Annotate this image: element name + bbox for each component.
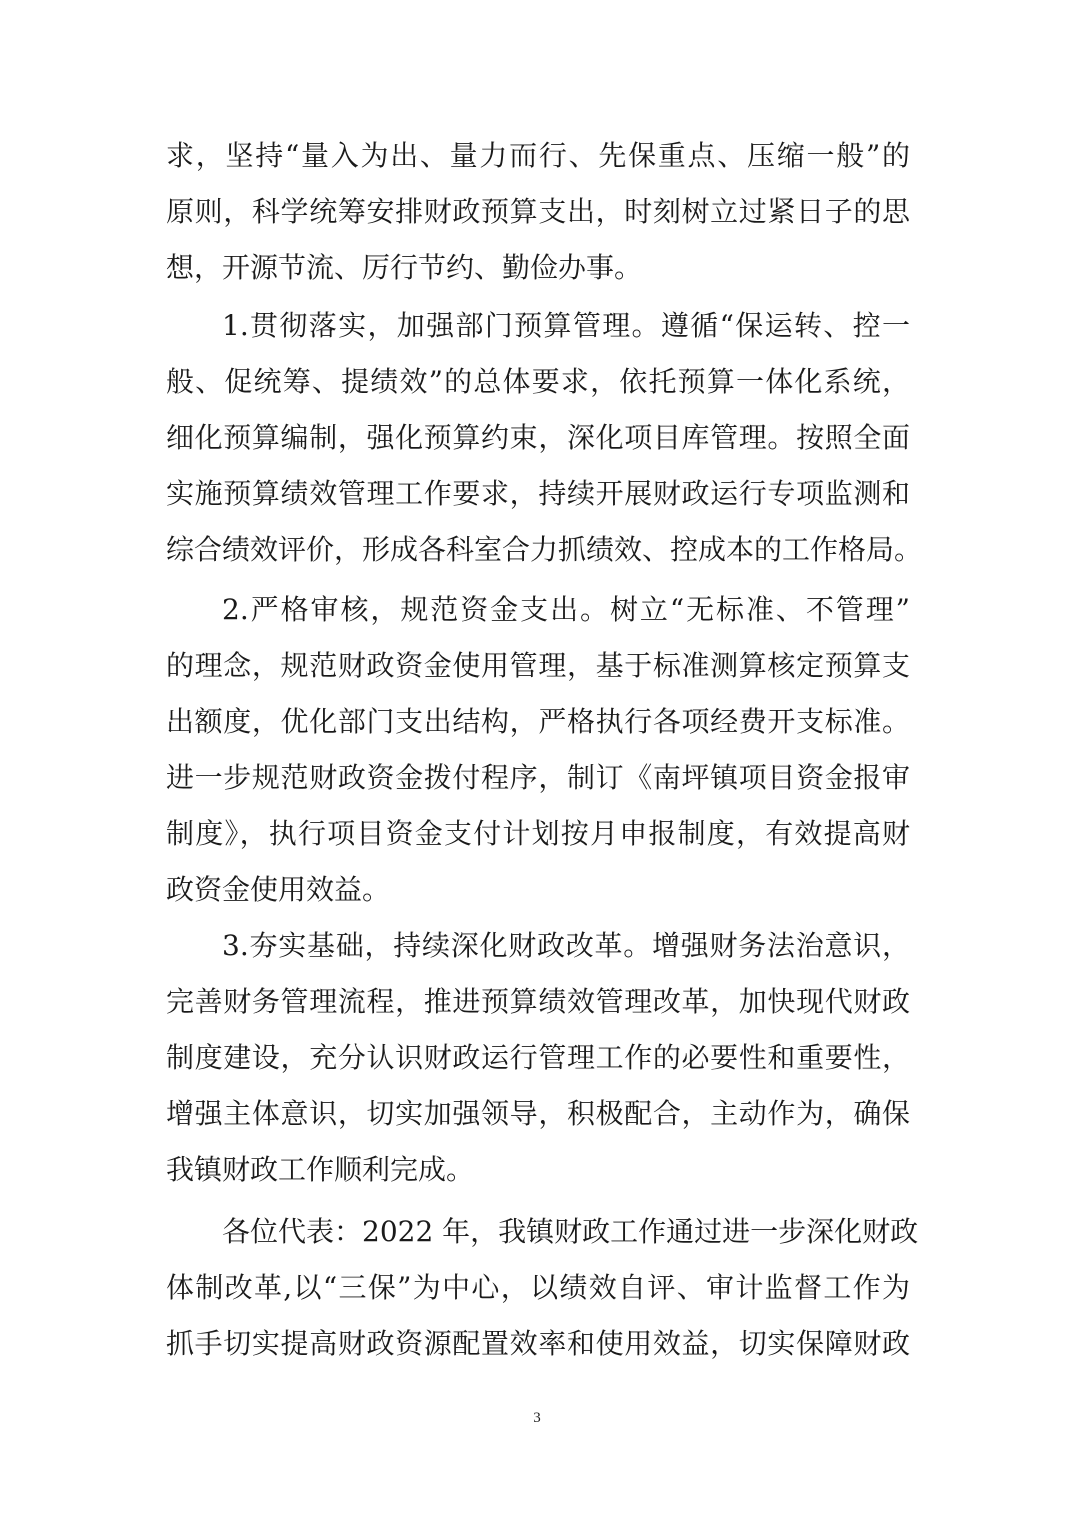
text-line: 增强主体意识，切实加强领导，积极配合，主动作为，确保 xyxy=(166,1097,910,1130)
text-line: 想，开源节流、厉行节约、勤俭办事。 xyxy=(166,251,643,284)
text-line: 实施预算绩效管理工作要求，持续开展财政运行专项监测和 xyxy=(166,477,910,510)
text-line: 求，坚持“量入为出、量力而行、先保重点、压缩一般”的 xyxy=(166,139,910,172)
text-line: 各位代表：2022 年，我镇财政工作通过进一步深化财政 xyxy=(222,1215,919,1248)
text-line: 3.夯实基础，持续深化财政改革。增强财务法治意识， xyxy=(222,929,910,962)
text-line: 的理念，规范财政资金使用管理，基于标准测算核定预算支 xyxy=(166,649,910,682)
text-line: 我镇财政工作顺利完成。 xyxy=(166,1153,475,1186)
text-line: 政资金使用效益。 xyxy=(166,873,391,906)
text-line: 完善财务管理流程，推进预算绩效管理改革，加快现代财政 xyxy=(166,985,910,1018)
text-line: 原则，科学统筹安排财政预算支出，时刻树立过紧日子的思 xyxy=(166,195,910,228)
text-line: 2.严格审核，规范资金支出。树立“无标准、不管理” xyxy=(222,593,910,626)
text-line: 制度》，执行项目资金支付计划按月申报制度，有效提高财 xyxy=(166,817,910,850)
text-line: 体制改革,以“三保”为中心，以绩效自评、审计监督工作为 xyxy=(166,1271,910,1304)
text-line: 1.贯彻落实，加强部门预算管理。遵循“保运转、控一 xyxy=(222,309,910,342)
text-line: 出额度，优化部门支出结构，严格执行各项经费开支标准。 xyxy=(166,705,910,738)
text-line: 抓手切实提高财政资源配置效率和使用效益，切实保障财政 xyxy=(166,1327,910,1360)
text-line: 细化预算编制，强化预算约束，深化项目库管理。按照全面 xyxy=(166,421,910,454)
text-line: 制度建设，充分认识财政运行管理工作的必要性和重要性， xyxy=(166,1041,910,1074)
page-number: 3 xyxy=(533,1410,541,1426)
text-line: 综合绩效评价，形成各科室合力抓绩效、控成本的工作格局。 xyxy=(166,533,923,566)
text-line: 般、促统筹、提绩效”的总体要求，依托预算一体化系统， xyxy=(166,365,910,398)
text-line: 进一步规范财政资金拨付程序，制订《南坪镇项目资金报审 xyxy=(166,761,910,794)
